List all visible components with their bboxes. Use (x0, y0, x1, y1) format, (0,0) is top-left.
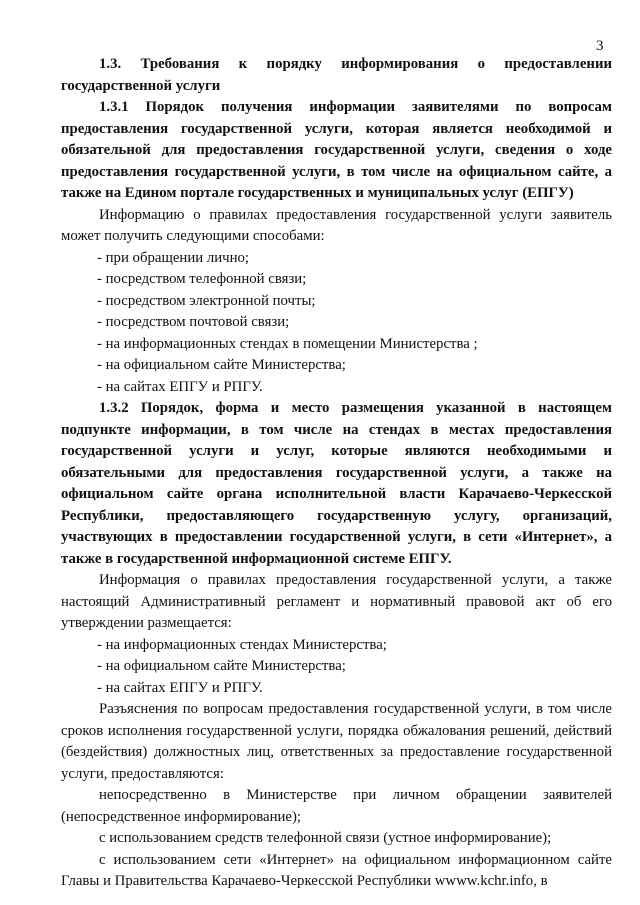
intro-paragraph-1: Информацию о правилах предоставления государственной услуги заявитель может получить следующими способами: (61, 206, 612, 244)
internet-info-paragraph: с использованием сети «Интернет» на официальном информационном сайте Главы и Правительства Карачаево-Черкесской Республики wwww.kchr.info, в (61, 851, 612, 889)
list-item: - посредством почтовой связи; (97, 314, 290, 330)
list-item: - при обращении лично; (97, 249, 250, 266)
section-heading-1-3-2: 1.3.2 Порядок, форма и место размещения указанной в настоящем подпункте информации, в том числе на стендах в местах предоставления государственной услуги и услуг, которые являются необходимыми и обязательными для предоставления государственной услуги, а также на официальном сайте органа исполнительной власти Карачаево-Черкесской Республики, предоставляющего государственную услугу, организаций, участвующих в предоставлении государственной услуги, в сети «Интернет», а также в государственной информационной системе ЕПГУ. (61, 400, 612, 567)
intro-paragraph-2: Информация о правилах предоставления государственной услуги, а также настоящий Административный регламент и нормативный правовой акт об его утверждении размещается: (61, 572, 612, 631)
list-item: - на официальном сайте Министерства; (97, 357, 346, 373)
placement-list (61, 635, 612, 700)
page-content (61, 54, 612, 893)
list-item: - на сайтах ЕПГУ и РПГУ. (97, 679, 263, 696)
section-heading-1-3: 1.3. Требования к порядку информирования о предоставлении государственной услуги (61, 56, 612, 94)
list-item: - на официальном сайте Министерства; (97, 658, 346, 674)
list-item: - на информационных стендах в помещении Министерства ; (97, 335, 478, 352)
explanations-paragraph: Разъяснения по вопросам предоставления государственной услуги, в том числе сроков исполнения государственной услуги, порядка обжалования решений, действий (бездействия) должностных лиц, ответственных за предоставление государственной услуги, предоставляются: (61, 701, 612, 782)
list-item: - на сайтах ЕПГУ и РПГУ. (97, 378, 263, 395)
list-item: - на информационных стендах Министерства; (97, 636, 387, 653)
page-number: 3 (596, 38, 604, 54)
methods-list (61, 248, 612, 399)
direct-info-paragraph: непосредственно в Министерстве при личном обращении заявителей (непосредственное информирование); (61, 787, 612, 825)
list-item: - посредством электронной почты; (97, 292, 316, 309)
list-item: - посредством телефонной связи; (97, 271, 307, 287)
phone-info-paragraph: с использованием средств телефонной связи (устное информирование); (99, 830, 552, 846)
section-heading-1-3-1: 1.3.1 Порядок получения информации заявителями по вопросам предоставления государственной услуги, которая является необходимой и обязательной для предоставления государственной услуги, сведения о ходе предоставления государственной услуги, в том числе на официальном сайте, а также на Едином портале государственных и муниципальных услуг (ЕПГУ) (61, 99, 612, 201)
